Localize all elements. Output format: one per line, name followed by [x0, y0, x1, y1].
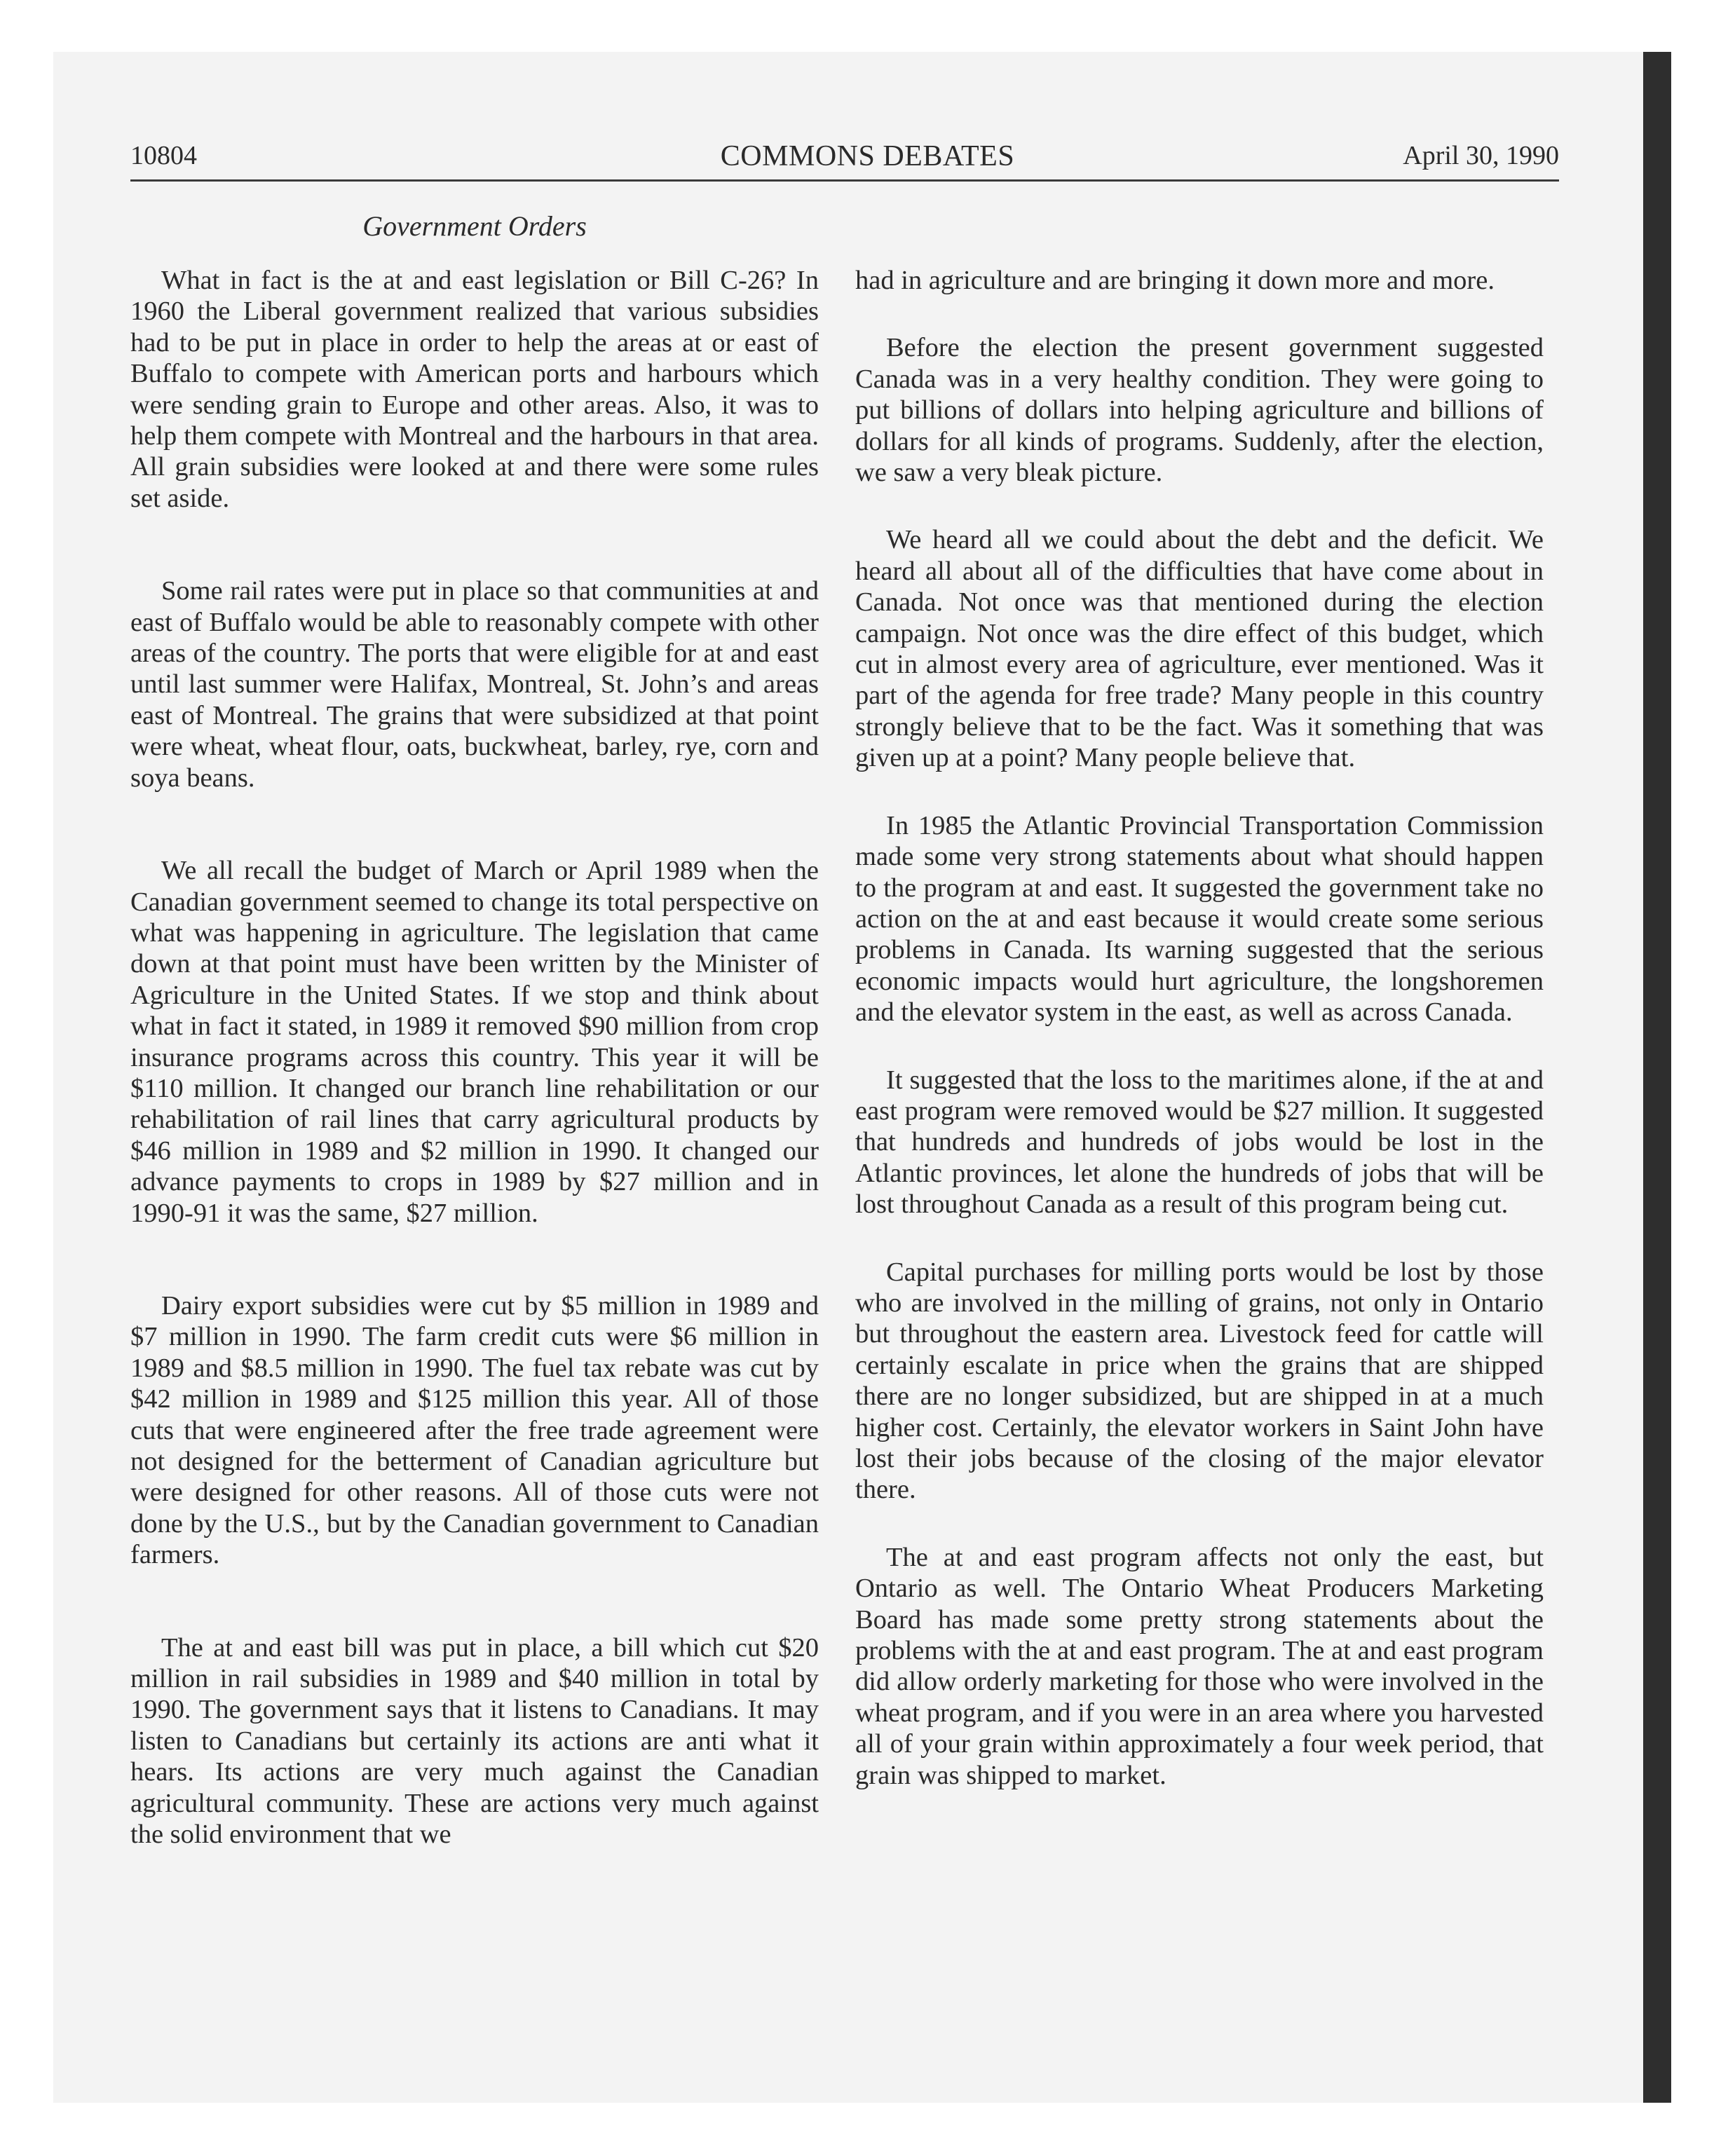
section-heading: Government Orders: [362, 210, 587, 242]
scan-edge-shadow: [1643, 52, 1671, 2103]
header-rule: [130, 179, 1559, 182]
paragraph-continued: had in agriculture and are bringing it down more and more.: [855, 266, 1495, 295]
journal-title: COMMONS DEBATES: [720, 140, 1015, 172]
paragraph: We heard all we could about the debt and the deficit. We heard all about all of the difficulties that have come about in Canada. Not once was that mentioned during the election campaign. Not once was the dire effect of this budget, which cut in almost every area of agriculture, ever mentioned. Was it part of the agenda for free trade? Many people in this country strongly believe that to be the fact. Was it something that was given up at a point? Many people believe that.: [855, 525, 1544, 773]
paragraph: It suggested that the loss to the maritimes alone, if the at and east program were removed would be $27 million. It suggested that hundreds and hundreds of jobs would be lost in the Atlantic provinces, let alone the hundreds of jobs that will be lost throughout Canada as a result of this program being cut.: [855, 1065, 1544, 1220]
paragraph: Capital purchases for milling ports would be lost by those who are involved in the milling of grains, not only in Ontario but throughout the eastern area. Livestock feed for cattle will certainly escalate in price when the grains that are shipped there are no longer subsidized, but are shipped in at a much higher cost. Certainly, the elevator workers in Saint John have lost their jobs because of the closing of the major elevator there.: [855, 1257, 1544, 1505]
paragraph: In 1985 the Atlantic Provincial Transportation Commission made some very strong statements about what should happen to the program at and east. It suggested the government take no action on the at and east because it would create some serious problems in Canada. Its warning suggested that the serious economic impacts would hurt agriculture, the longshoremen and the elevator system in the east, as well as across Canada.: [855, 810, 1544, 1028]
left-column: [130, 265, 819, 1850]
paragraph: Dairy export subsidies were cut by $5 million in 1989 and $7 million in 1990. The farm credit cuts were $6 million in 1989 and $8.5 million in 1990. The fuel tax rebate was cut by $42 million in 1989 and $125 million this year. All of those cuts that were engineered after the free trade agreement were not designed for the betterment of Canadian agriculture but were designed for other reasons. All of those cuts were not done by the U.S., but by the Canadian government to Canadian farmers.: [130, 1290, 819, 1570]
right-column: [855, 265, 1544, 1791]
paragraph: What in fact is the at and east legislation or Bill C-26? In 1960 the Liberal government realized that various subsidies had to be put in place in order to help the areas at or east of Buffalo to compete with American ports and harbours which were sending grain to Europe and other areas. Also, it was to help them compete with Montreal and the harbours in that area. All grain subsidies were looked at and there were some rules set aside.: [130, 266, 819, 513]
paragraph: Some rail rates were put in place so that communities at and east of Buffalo would be able to reasonably compete with other areas of the country. The ports that were eligible for at and east until last summer were Halifax, Montreal, St. John’s and areas east of Montreal. The grains that were subsidized at that point were wheat, wheat flour, oats, buckwheat, barley, rye, corn and soya beans.: [130, 576, 819, 793]
page-date: April 30, 1990: [1403, 141, 1559, 170]
paragraph: We all recall the budget of March or April 1989 when the Canadian government seemed to change its total perspective on what was happening in agriculture. The legislation that came down at that point must have been written by the Minister of Agriculture in the United States. If we stop and think about what in fact it stated, in 1989 it removed $90 million from crop insurance programs across this country. This year it will be $110 million. It changed our branch line rehabilitation or our rehabilitation of rail lines that carry agricultural products by $46 million in 1989 and $2 million in 1990. It changed our advance payments to crops in 1989 by $27 million and in 1990-91 it was the same, $27 million.: [130, 856, 819, 1228]
paragraph: Before the election the present government suggested Canada was in a very healthy condition. They were going to put billions of dollars into helping agriculture and billions of dollars for all kinds of programs. Suddenly, after the election, we saw a very bleak picture.: [855, 333, 1544, 488]
page-number: 10804: [130, 141, 197, 170]
paragraph: The at and east program affects not only the east, but Ontario as well. The Ontario Wheat Producers Marketing Board has made some pretty strong statements about the problems with the at and east program. The at and east program did allow orderly marketing for those who were involved in the wheat program, and if you were in an area where you harvested all of your grain within approximately a four week period, that grain was shipped to market.: [855, 1542, 1544, 1790]
paragraph: The at and east bill was put in place, a bill which cut $20 million in rail subsidies in 1989 and $40 million in total by 1990. The government says that it listens to Canadians. It may listen to Canadians but certainly its actions are anti what it hears. Its actions are very much against the Canadian agricultural community. These are actions very much against the solid environment that we: [130, 1632, 819, 1850]
